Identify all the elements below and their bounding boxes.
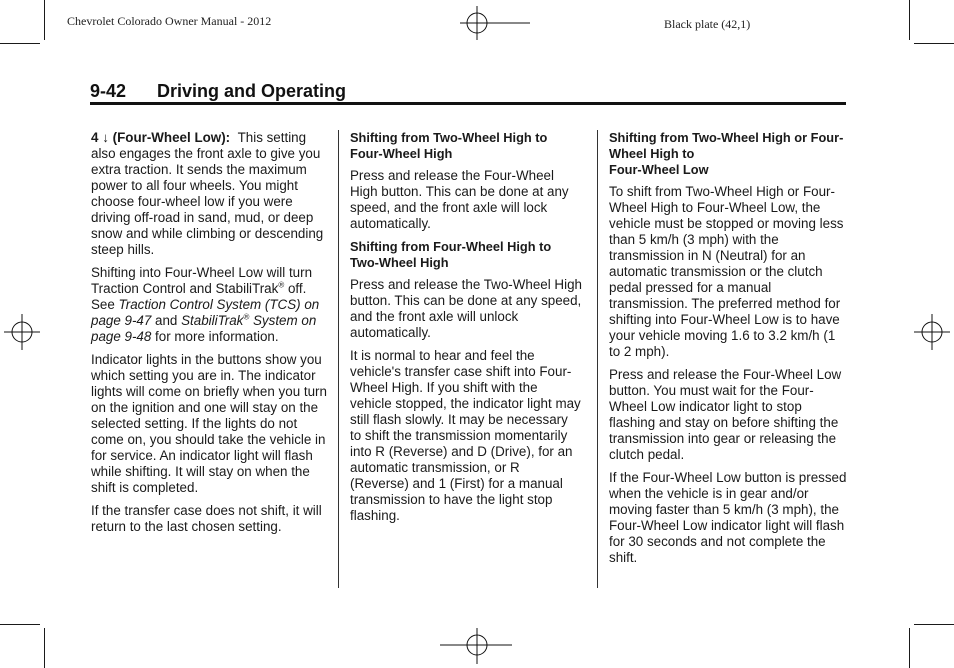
link-text: StabiliTrak xyxy=(181,313,244,328)
tcs-page-link[interactable]: Traction Control System (TCS) on page 9-47 xyxy=(91,297,320,328)
shift-to-four-low-paragraph: To shift from Two-Wheel High or Four-Wheel High to Four-Wheel Low, the vehicle must be stopped or moving less than 5 km/h (3 mph) with the transmission in N (Neutral) for an automatic transmission or the clutch pedal pressed for a manual transmission. The preferred method for shifting into Four-Wheel Low is to have your vehicle moving 1.6 to 3.2 km/h (1 to 2 mph). xyxy=(609,184,844,359)
registered-mark: ® xyxy=(243,312,250,322)
four-low-paragraph xyxy=(91,130,329,258)
stabilitrak-paragraph xyxy=(91,265,329,345)
column-2 xyxy=(350,130,582,531)
transfer-noise-paragraph: It is normal to hear and feel the vehicle's transfer case shift into Four-Wheel High. If you shift with the vehicle stopped, the indicator light may still flash slowly. It may be necessary to shift the transmission momentarily into R (Reverse) and D (Drive), for an automatic transmission, or R (Reverse) and 1 (First) for a manual transmission to have the light stop flashing. xyxy=(350,348,581,523)
text-span: and xyxy=(151,313,182,328)
heading-text: Four-Wheel Low xyxy=(609,162,709,177)
text-span: for more information. xyxy=(151,329,279,344)
manual-title: Chevrolet Colorado Owner Manual - 2012 xyxy=(67,14,272,28)
four-low-button-paragraph: Press and release the Four-Wheel Low button. You must wait for the Four-Wheel Low indicator light to stop flashing and stay on before shifting the transmission into gear or releasing the clutch pedal. xyxy=(609,367,842,462)
crop-mark xyxy=(909,0,910,40)
plate-label: Black plate (42,1) xyxy=(664,17,751,31)
section-title: Driving and Operating xyxy=(157,81,347,101)
heading-text: Shifting from Two-Wheel High or Four-Wheel High to xyxy=(609,130,844,161)
transfer-case-paragraph: If the transfer case does not shift, it will return to the last chosen setting. xyxy=(91,503,322,534)
four-low-flash-paragraph: If the Four-Wheel Low button is pressed when the vehicle is in gear and/or moving faster than 5 km/h (3 mph), the Four-Wheel Low indicator light will flash for 30 seconds and not complete the shift. xyxy=(609,470,847,565)
crop-mark xyxy=(44,628,45,668)
four-low-number: 4 xyxy=(91,130,99,145)
down-arrow-icon: ↓ xyxy=(102,130,109,145)
text-span: Shifting into Four-Wheel Low will turn Traction Control and StabiliTrak xyxy=(91,265,313,296)
link-text: System on page 9-48 xyxy=(91,313,317,344)
crop-mark xyxy=(0,43,40,44)
crop-mark xyxy=(0,624,40,625)
crop-mark xyxy=(909,628,910,668)
column-divider xyxy=(338,130,339,588)
column-divider xyxy=(597,130,598,588)
four-high-paragraph: Press and release the Four-Wheel High button. This can be done at any speed, and the front axle will lock automatically. xyxy=(350,168,569,231)
registration-mark-icon xyxy=(440,628,512,664)
column-1 xyxy=(91,130,329,542)
registration-mark-icon xyxy=(4,314,40,350)
registration-mark-icon xyxy=(460,6,530,40)
registration-mark-icon xyxy=(914,314,950,350)
heading-four-high-to-two-high: Shifting from Four-Wheel High to Two-Wheel High xyxy=(350,239,552,270)
crop-mark xyxy=(914,43,954,44)
crop-mark xyxy=(44,0,45,40)
text-span: off. See xyxy=(91,281,307,312)
heading-two-high-to-four-high: Shifting from Two-Wheel High to Four-Wheel High xyxy=(350,130,548,161)
two-high-paragraph: Press and release the Two-Wheel High button. This can be done at any speed, and the front axle will unlock automatically. xyxy=(350,277,582,340)
page-title xyxy=(90,80,846,105)
registered-mark: ® xyxy=(278,280,285,290)
heading-to-four-low xyxy=(609,130,847,178)
indicator-lights-paragraph: Indicator lights in the buttons show you which setting you are in. The indicator lights will come on briefly when you turn on the ignition and one will stay on the selected setting. If the lights do not come on, you should take the vehicle in for service. An indicator light will flash while shifting. It will stay on when the shift is completed. xyxy=(91,352,327,495)
four-low-label: (Four-Wheel Low): xyxy=(112,130,231,145)
crop-mark xyxy=(914,624,954,625)
four-low-text: This setting also engages the front axle to give you extra traction. It sends the maximum power to all four wheels. You might choose four-wheel low if you were driving off-road in sand, mud, or deep snow and while climbing or descending steep hills. xyxy=(91,130,324,257)
page-number: 9-42 xyxy=(90,81,127,101)
column-3 xyxy=(609,130,847,573)
